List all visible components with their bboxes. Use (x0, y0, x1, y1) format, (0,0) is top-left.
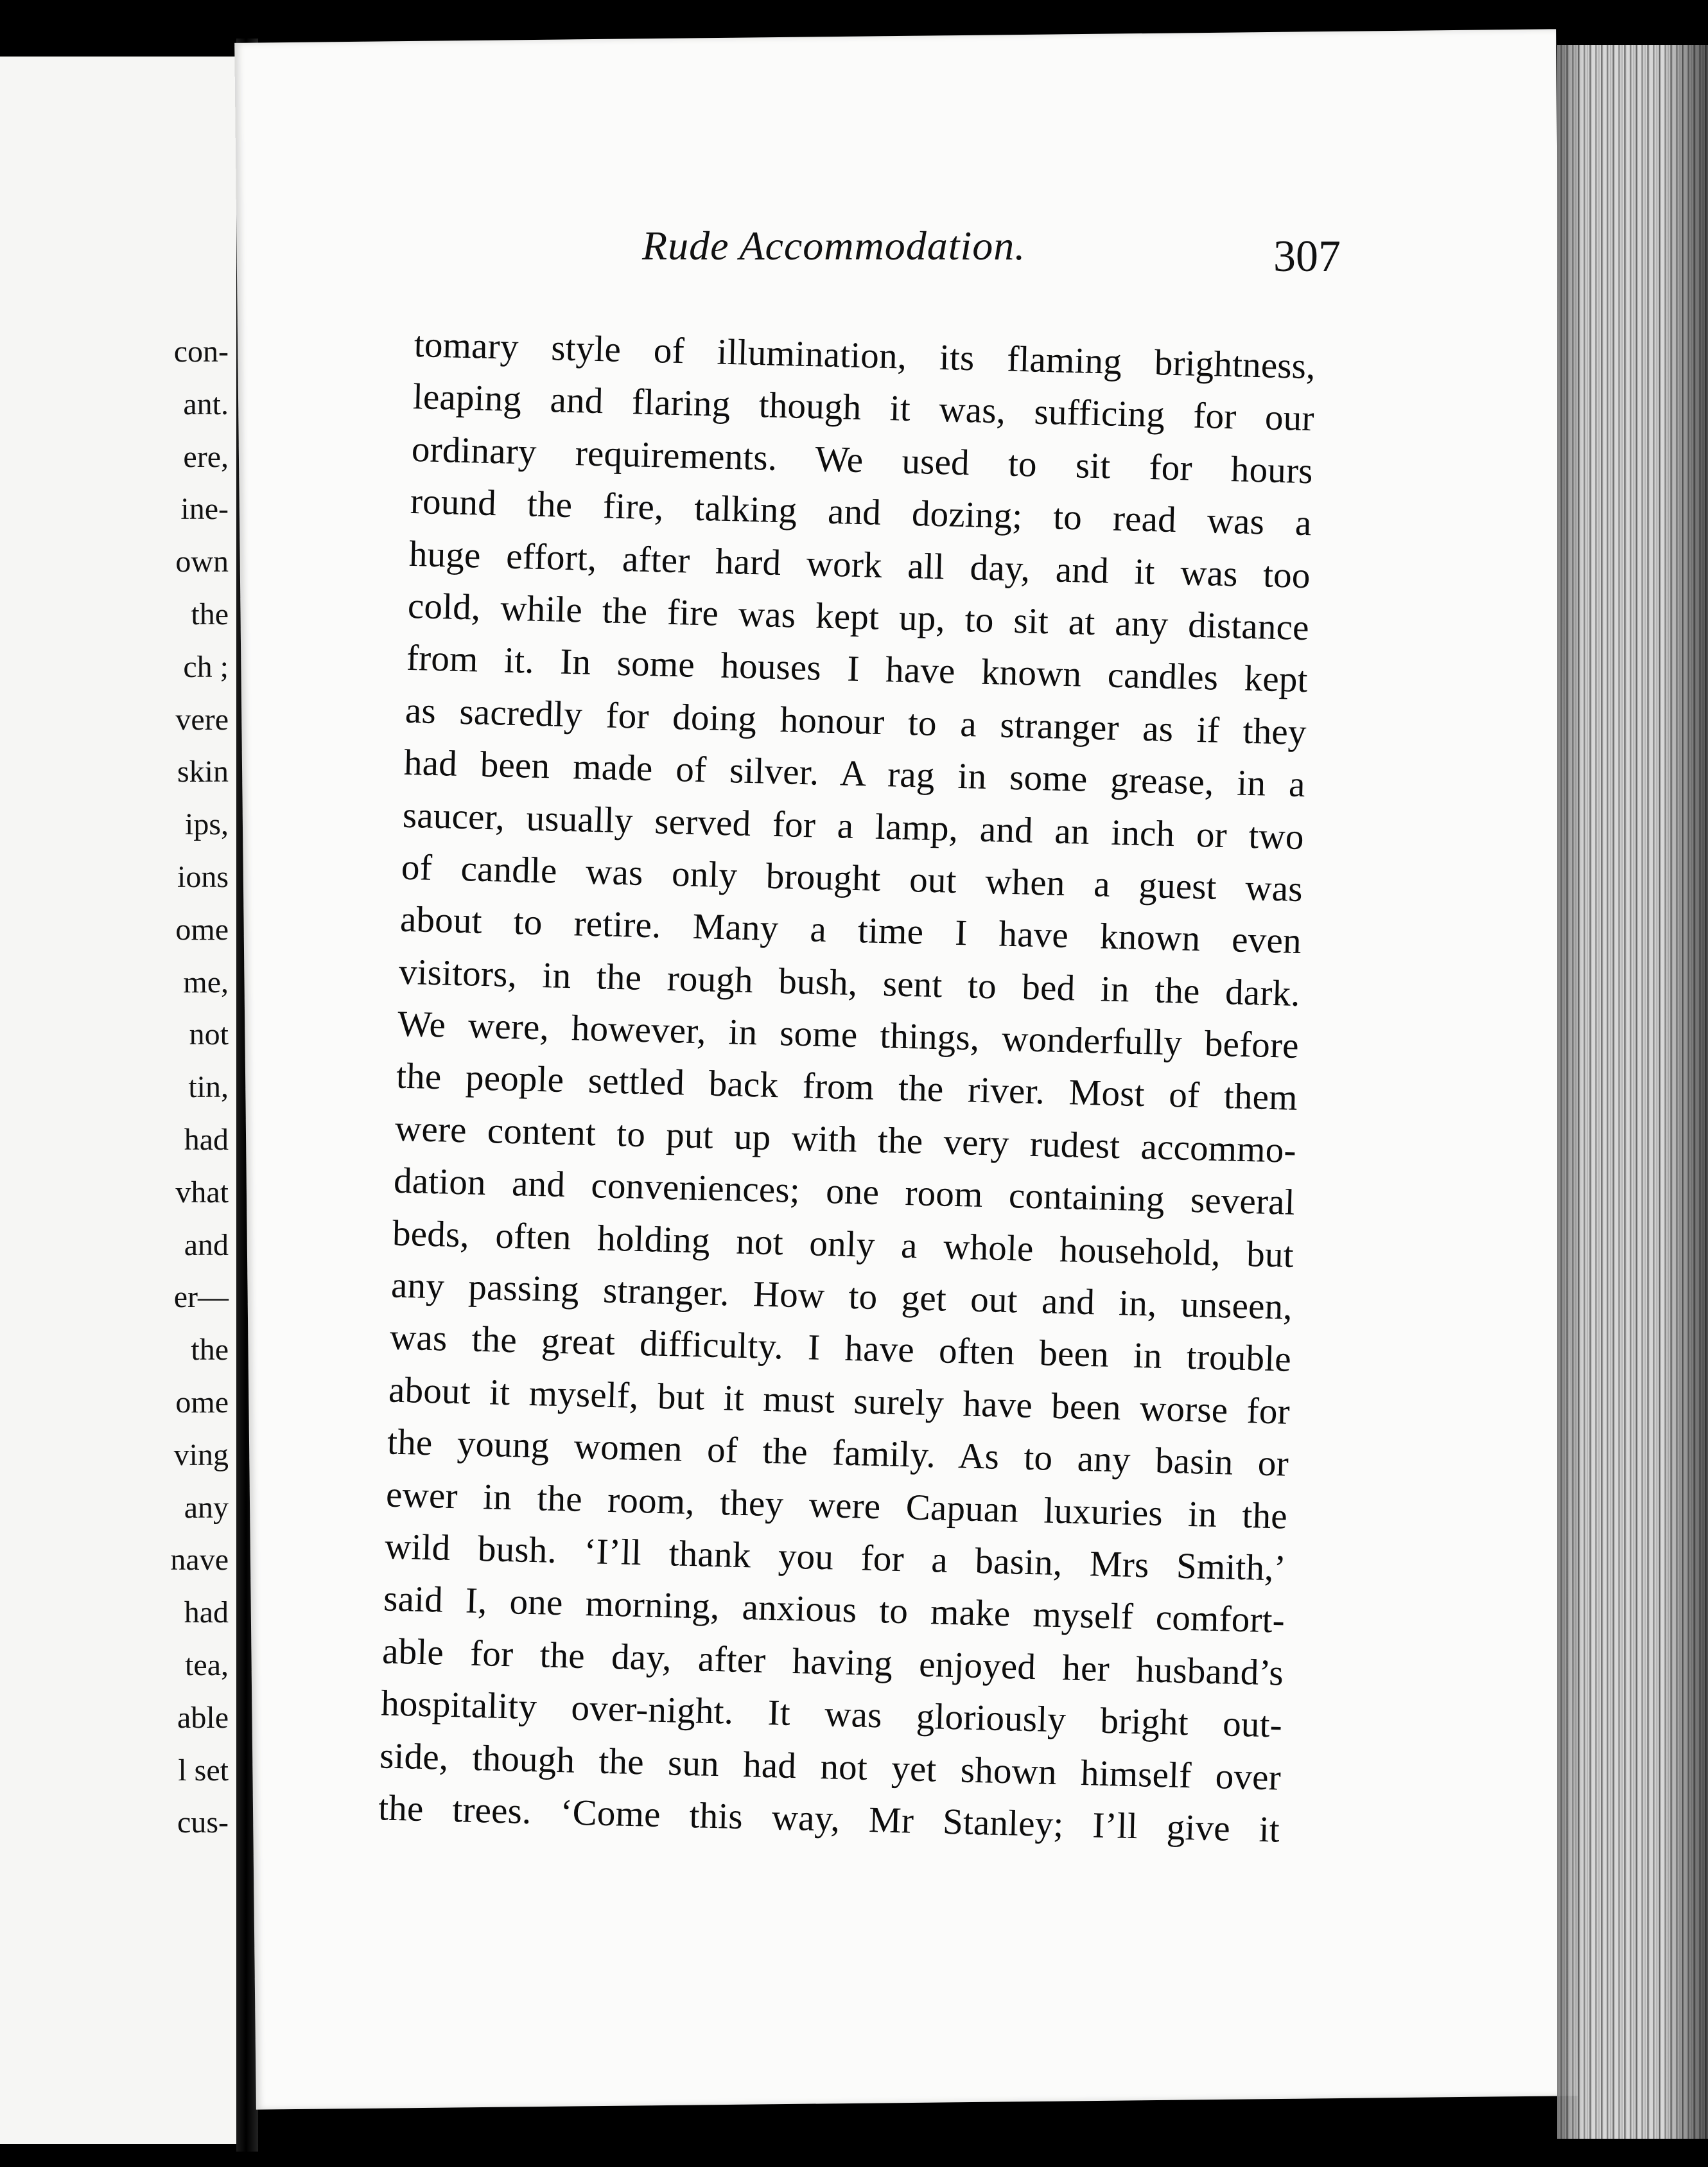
left-page-line: cus- (177, 1805, 229, 1840)
text-line: cold, while the fire was kept up, to sit at any distance (407, 585, 1310, 649)
text-line: were content to put up with the very rudest accommo- (394, 1108, 1297, 1171)
left-page-line: ions (177, 860, 229, 894)
left-page-line: vhat (175, 1175, 229, 1209)
text-line: round the fire, talking and dozing; to read was a (410, 481, 1312, 544)
text-line: dation and conveniences; one room containing several (393, 1160, 1296, 1224)
text-line: of candle was only brought out when a guest was (401, 847, 1303, 909)
text-line: about it myself, but it must surely have been worse for (388, 1369, 1291, 1432)
left-page (0, 57, 236, 2144)
text-line: We were, however, in some things, wonderfully before (397, 1003, 1300, 1067)
left-page-line: had (184, 1595, 229, 1630)
left-page-line: not (189, 1017, 229, 1052)
text-line: able for the day, after having enjoyed her husband’s (381, 1631, 1284, 1694)
page-header (642, 222, 1341, 293)
text-line: saucer, usually served for a lamp, and an inch or two (402, 794, 1305, 857)
left-page-line: tea, (185, 1648, 229, 1682)
text-line: ewer in the room, they were Capuan luxuries in the (385, 1474, 1288, 1537)
left-page-line: ch ; (183, 649, 229, 684)
body-text (378, 319, 1316, 1856)
text-line: any passing stranger. How to get out and in, unseen, (390, 1265, 1293, 1328)
left-page-line: ome (175, 1385, 229, 1419)
text-line: was the great difficulty. I have often been in trouble (389, 1317, 1292, 1380)
left-page-line: l set (178, 1753, 229, 1787)
text-line: said I, one morning, anxious to make myself comfort- (383, 1578, 1285, 1642)
text-line: huge effort, after hard work all day, and it was too (408, 533, 1311, 596)
left-page-line: the (191, 1333, 229, 1367)
text-line: beds, often holding not only a whole household, but (392, 1213, 1294, 1276)
left-page-line: con- (173, 335, 229, 369)
text-line: from it. In some houses I have known candles kept (406, 638, 1309, 701)
text-line: ordinary requirements. We used to sit for hours (411, 428, 1314, 492)
left-page-text (0, 57, 236, 2144)
left-page-line: and (184, 1227, 229, 1262)
left-page-line: me, (183, 965, 229, 999)
left-page-line: ome (175, 912, 229, 947)
text-line: about to retire. Many a time I have known even (399, 899, 1302, 962)
left-page-line: ips, (184, 807, 229, 842)
text-line: wild bush. ‘I’ll thank you for a basin, Mrs Smith,’ (384, 1526, 1287, 1589)
left-page-line: er— (173, 1280, 229, 1315)
left-page-line: tin, (188, 1070, 229, 1105)
text-line: the trees. ‘Come this way, Mr Stanley; I’ll give it (378, 1787, 1280, 1850)
page-number: 307 (1273, 232, 1341, 281)
left-page-line: ant. (183, 387, 229, 421)
left-page-line: ere, (183, 439, 229, 474)
text-line: had been made of silver. A rag in some grease, in a (403, 742, 1306, 805)
left-page-line: the (191, 597, 229, 631)
text-line: leaping and flaring though it was, sufficing for our (412, 376, 1315, 439)
text-line: side, though the sun had not yet shown himself over (379, 1735, 1282, 1798)
text-line: visitors, in the rough bush, sent to bed in the dark. (398, 951, 1301, 1014)
running-head: Rude Accommodation. (642, 223, 1026, 268)
text-line: as sacredly for doing honour to a stranger as if they (405, 690, 1307, 753)
text-line: the young women of the family. As to any basin or (387, 1421, 1289, 1484)
text-line: the people settled back from the river. Most of them (396, 1056, 1298, 1119)
left-page-line: ine- (180, 492, 229, 527)
text-line: tomary style of illumination, its flaming brightness, (414, 324, 1316, 387)
left-page-line: had (184, 1123, 229, 1157)
left-page-line: able (177, 1700, 229, 1735)
left-page-line: skin (177, 755, 229, 789)
text-line: hospitality over-night. It was gloriously bright out- (380, 1683, 1283, 1746)
left-page-line: nave (170, 1543, 229, 1577)
left-page-line: vere (175, 702, 229, 737)
left-page-line: any (184, 1490, 229, 1525)
left-page-line: own (175, 545, 229, 579)
left-page-line: ving (173, 1437, 229, 1472)
page-edges-shadow (1557, 45, 1708, 2139)
